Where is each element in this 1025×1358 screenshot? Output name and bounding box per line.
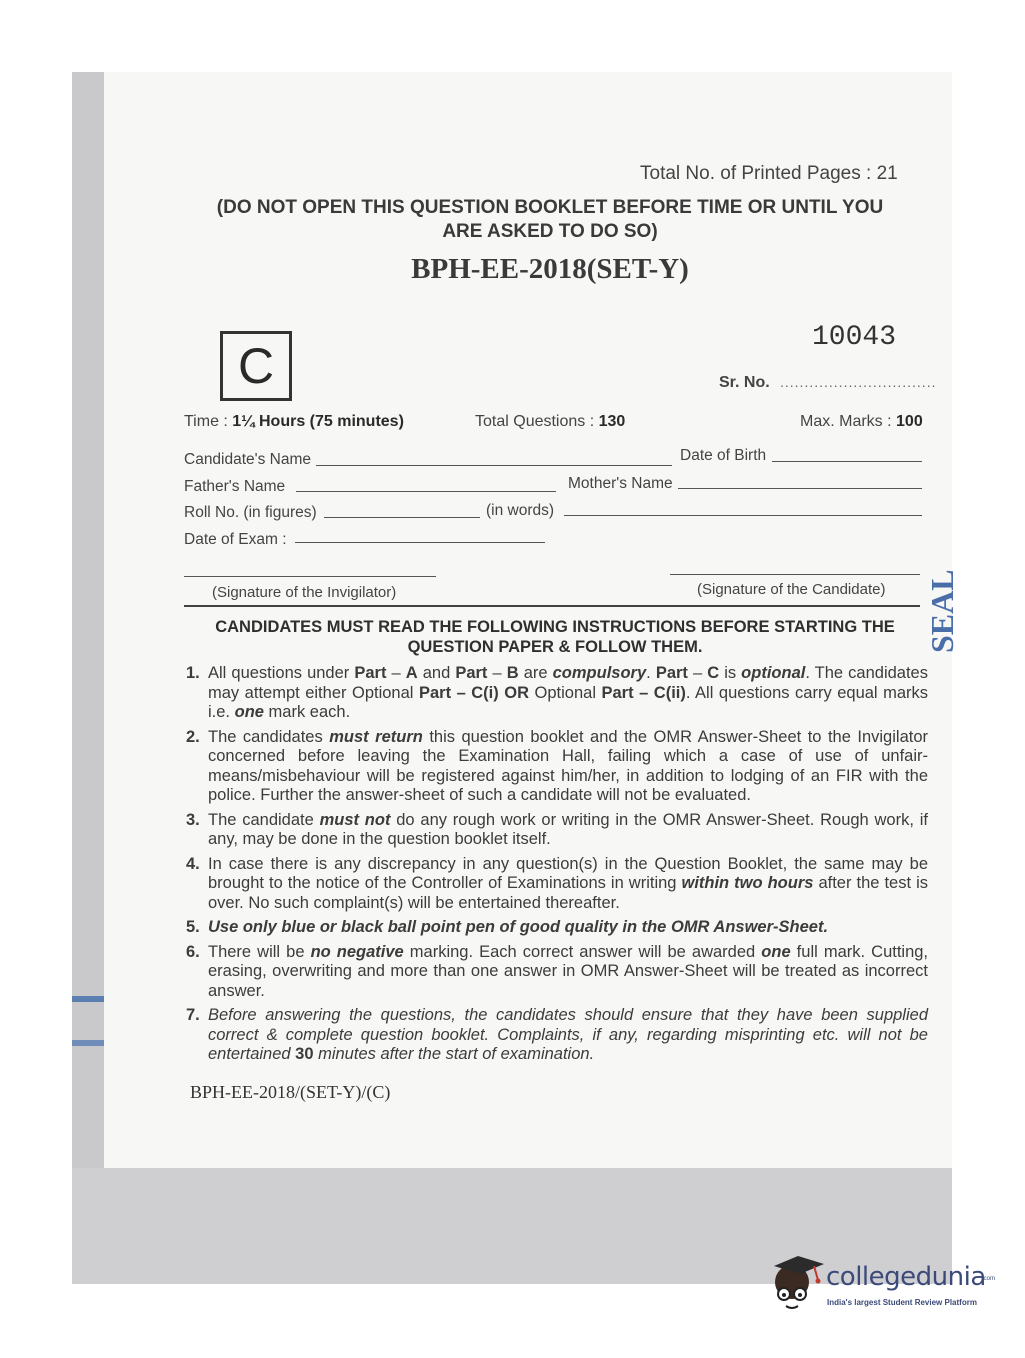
text: Part <box>455 664 488 682</box>
candidate-name-line[interactable] <box>316 465 672 466</box>
roll-no-words-line[interactable] <box>564 515 922 516</box>
roll-no-figures-label: Roll No. (in figures) <box>184 504 317 521</box>
sr-no-dots: ................................ <box>780 374 937 390</box>
time-info <box>184 413 404 431</box>
time-value: 1¼ Hours (75 minutes) <box>232 413 404 430</box>
warning-line-1: (DO NOT OPEN THIS QUESTION BOOKLET BEFORE TIME OR UNTIL YOU <box>216 197 884 218</box>
text: are <box>518 664 553 682</box>
date-of-birth-label: Date of Birth <box>680 447 767 464</box>
text: after the test is over. No such complaint(s) will be entertained thereafter. <box>208 874 928 912</box>
questions-value: 130 <box>598 413 626 430</box>
instruction-number: 2. <box>186 727 200 746</box>
footer-paper-code: BPH-EE-2018/(SET-Y)/(C) <box>190 1082 391 1102</box>
paper-code-title: BPH-EE-2018(SET-Y) <box>411 253 689 285</box>
invigilator-signature-line[interactable] <box>184 576 436 577</box>
instruction-number: 7. <box>186 1006 200 1024</box>
text: must return <box>329 727 423 746</box>
text: C <box>707 664 720 682</box>
instruction-item-2 <box>186 728 928 806</box>
candidate-name-label: Candidate's Name <box>184 451 312 468</box>
text: marking. Each correct answer will be awarded <box>403 942 762 961</box>
text: Part <box>354 664 387 682</box>
text: this question booklet and the OMR Answer-Sheet to the Invigilator concerned before leaving the Examination Hall, failing which a case of use of unfair-means/misbehaviour will be registered against him/her, in addition to lodging of an FIR with the police. Further the answer-sheet of such a candidate will not be evaluated. <box>208 727 928 804</box>
text: minutes after the start of examination. <box>313 1045 595 1063</box>
text: – <box>687 664 708 682</box>
text: Part <box>655 664 688 682</box>
instruction-item-7 <box>186 1006 928 1065</box>
set-letter-box: C <box>220 331 292 401</box>
text: In case there is any discrepancy in any question(s) in the Question Booklet, the same may be brought to the notice of the Controller of Examinations in writing <box>208 854 928 892</box>
instruction-number: 3. <box>186 810 200 829</box>
instruction-number: 5. <box>186 918 200 936</box>
instruction-item-4 <box>186 855 928 914</box>
marks-value: 100 <box>896 413 923 430</box>
text: . The candidates may attempt either Optional <box>208 664 928 702</box>
text: optional <box>741 664 806 682</box>
date-of-exam-label: Date of Exam : <box>184 531 287 548</box>
instruction-item-1 <box>186 664 928 723</box>
instructions-heading-line-2: QUESTION PAPER & FOLLOW THEM. <box>407 638 703 656</box>
text: compulsory <box>552 664 647 682</box>
candidate-signature-line[interactable] <box>670 574 920 575</box>
seal-text: SEAL <box>924 569 960 653</box>
instruction-item-3 <box>186 811 928 850</box>
text: Part – C(i) OR <box>418 683 530 702</box>
marks-label: Max. Marks : <box>800 413 897 430</box>
mother-name-label: Mother's Name <box>568 475 673 492</box>
collegedunia-mascot-icon <box>768 1252 828 1316</box>
text: and <box>417 664 456 682</box>
invigilator-signature-label: (Signature of the Invigilator) <box>212 584 397 601</box>
instructions-divider <box>184 605 920 607</box>
instruction-item-6 <box>186 943 928 1002</box>
text: . All questions carry equal marks i.e. <box>208 683 929 721</box>
text: do any rough work or writing in the OMR Answer-Sheet. Rough work, if any, may be done in the question booklet itself. <box>208 810 928 848</box>
printed-pages: Total No. of Printed Pages : 21 <box>640 163 898 184</box>
instruction-item-5 <box>186 918 928 938</box>
questions-info <box>475 413 625 431</box>
text: must not <box>319 810 391 829</box>
sr-no-label: Sr. No. <box>719 374 770 391</box>
scan-edge-strip <box>72 72 104 1284</box>
collegedunia-logo-suffix: .com <box>982 1276 996 1282</box>
text: one <box>234 703 264 721</box>
text: Before answering the questions, the candidates should ensure that they have been supplied correct & complete question booklet. Complaints, if any, regarding misprinting etc. will not be entertained <box>208 1006 928 1063</box>
seal-stamp <box>922 553 962 663</box>
text: full mark. Cutting, erasing, overwriting and more than one answer in OMR Answer-Sheet will be treated as incorrect answer. <box>208 942 929 1000</box>
collegedunia-tagline: India's largest Student Review Platform <box>827 1298 977 1307</box>
time-label: Time : <box>184 413 233 430</box>
instructions-heading <box>185 617 925 657</box>
text: A <box>405 664 418 682</box>
text: – <box>386 664 406 682</box>
text: within two hours <box>681 874 814 892</box>
text: The candidate <box>208 810 320 829</box>
scan-blue-mark-2 <box>72 1040 108 1046</box>
questions-label: Total Questions : <box>475 413 599 430</box>
mother-name-line[interactable] <box>678 488 922 489</box>
text: is <box>719 664 742 682</box>
roll-no-words-label: (in words) <box>486 502 555 519</box>
candidate-signature-label: (Signature of the Candidate) <box>697 581 886 598</box>
instruction-number: 1. <box>186 664 200 682</box>
do-not-open-warning <box>170 196 930 244</box>
text: – <box>487 664 507 682</box>
text: Optional <box>529 683 602 702</box>
text: mark each. <box>263 703 351 721</box>
serial-number: 10043 <box>812 322 897 353</box>
text: Use only blue or black ball point pen of good quality in the OMR Answer-Sheet. <box>208 918 829 936</box>
marks-info <box>800 413 923 431</box>
text: . <box>646 664 656 682</box>
text: 30 <box>295 1045 314 1063</box>
instruction-number: 4. <box>186 854 200 873</box>
instructions-list <box>186 664 928 1070</box>
date-of-birth-line[interactable] <box>772 461 922 462</box>
instructions-heading-line-1: CANDIDATES MUST READ THE FOLLOWING INSTRUCTIONS BEFORE STARTING THE <box>215 618 895 636</box>
text: B <box>506 664 519 682</box>
collegedunia-logo-name: collegedunia <box>826 1262 986 1292</box>
text: no negative <box>310 942 404 961</box>
text: All questions under <box>208 664 355 682</box>
roll-no-figures-line[interactable] <box>324 517 480 518</box>
text: Part – C(ii) <box>601 683 686 702</box>
instruction-number: 6. <box>186 942 200 961</box>
father-name-line[interactable] <box>296 491 556 492</box>
warning-line-2: ARE ASKED TO DO SO) <box>442 221 658 242</box>
text: one <box>761 942 791 961</box>
text: There will be <box>208 942 311 961</box>
date-of-exam-line[interactable] <box>295 542 545 543</box>
text: The candidates <box>208 727 330 746</box>
father-name-label: Father's Name <box>184 478 286 495</box>
